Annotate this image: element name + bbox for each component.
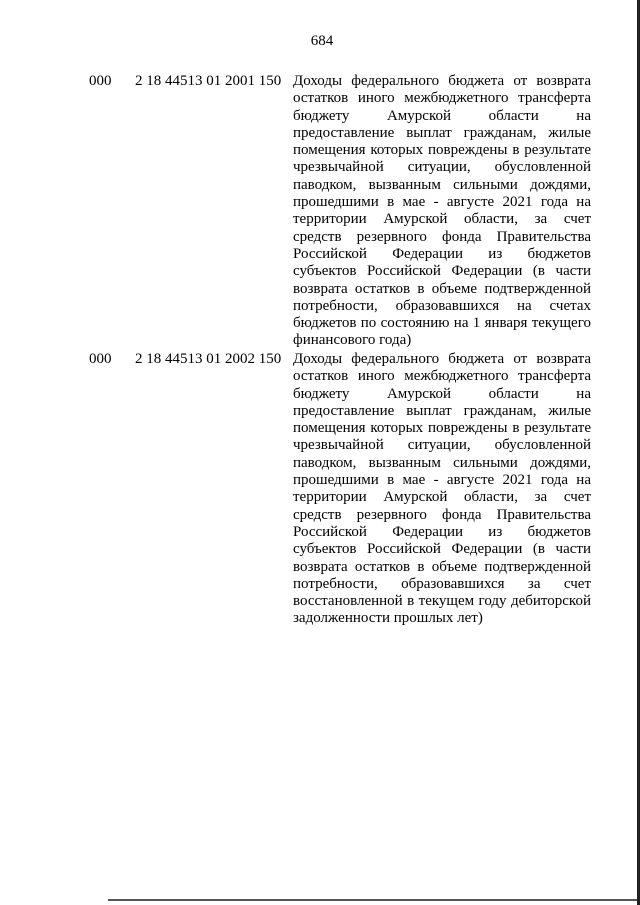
revenue-description: Доходы федерального бюджета от возврата остатков иного межбюджетного трансферта бюджету Амурской области на предоставление выплат гражданам, жилые помещения которых повреждены в результате чрезвычайной ситуации, обусловленной паводком, вызванным сильными дождями, прошедшими в мае - августе 2021 года на территории Амурской области, за счет средств резервного фонда Правительства Российской Федерации из бюджетов субъектов Российской Федерации (в части возврата остатков в объеме подтвержденной потребности, образовавшихся за счет восстановленной в текущем году дебиторской задолженности прошлых лет)	[293, 351, 591, 627]
budget-classification-code: 2 18 44513 01 2001 150	[135, 73, 282, 89]
administrator-code: 000	[89, 73, 112, 89]
revenue-description: Доходы федерального бюджета от возврата остатков иного межбюджетного трансферта бюджету Амурской области на предоставление выплат гражданам, жилые помещения которых повреждены в результате чрезвычайной ситуации, обусловленной паводком, вызванным сильными дождями, прошедшими в мае - августе 2021 года на территории Амурской области, за счет средств резервного фонда Правительства Российской Федерации из бюджетов субъектов Российской Федерации (в части возврата остатков в объеме подтвержденной потребности, образовавшихся на счетах бюджетов по состоянию на 1 января текущего финансового года)	[293, 73, 591, 349]
administrator-code: 000	[89, 351, 112, 367]
page-number: 684	[310, 33, 334, 49]
scan-bottom-edge	[108, 899, 640, 901]
budget-classification-code: 2 18 44513 01 2002 150	[135, 351, 282, 367]
